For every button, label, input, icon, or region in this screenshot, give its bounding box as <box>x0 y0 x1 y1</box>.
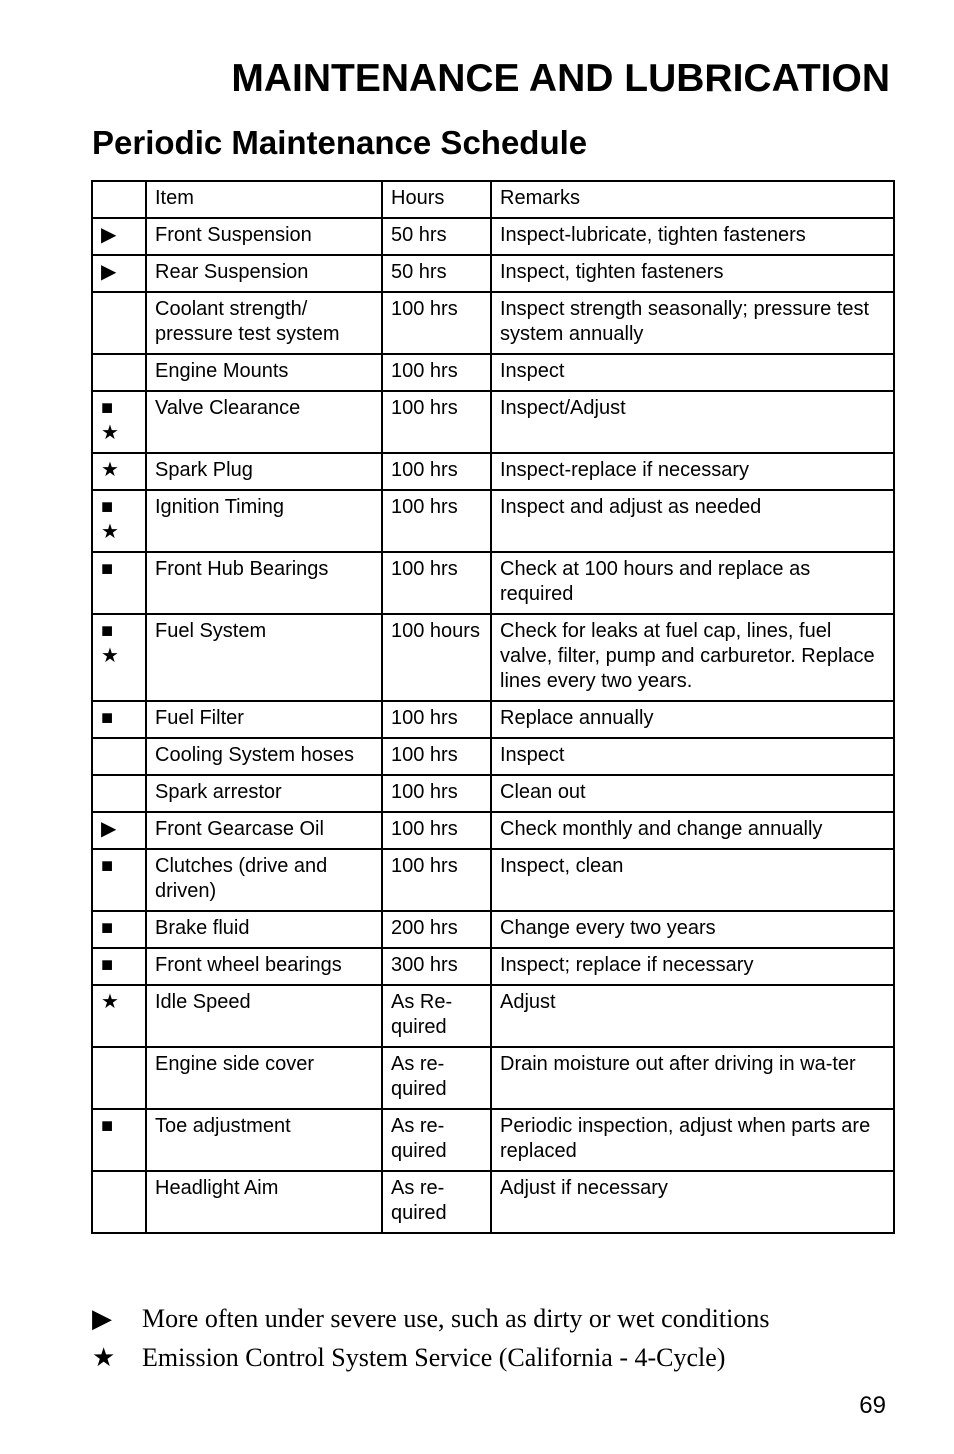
row-item: Toe adjustment <box>146 1109 382 1171</box>
row-item: Spark Plug <box>146 453 382 490</box>
row-symbols <box>92 552 146 614</box>
row-symbols <box>92 775 146 812</box>
square-icon: ■ <box>101 1115 114 1137</box>
row-hours: 100 hrs <box>382 453 491 490</box>
header-hours: Hours <box>382 181 491 218</box>
square-icon: ■ <box>101 917 114 939</box>
row-hours: 50 hrs <box>382 218 491 255</box>
header-item: Item <box>146 181 382 218</box>
row-remarks: Inspect <box>491 738 894 775</box>
table-row <box>92 614 894 701</box>
legend-severe-use <box>92 1303 769 1335</box>
row-item: Headlight Aim <box>146 1171 382 1233</box>
row-hours: 200 hrs <box>382 911 491 948</box>
square-icon: ■ <box>101 855 114 877</box>
row-hours: 100 hrs <box>382 490 491 552</box>
star-icon: ★ <box>101 645 119 667</box>
row-remarks: Check monthly and change annually <box>491 812 894 849</box>
row-symbols <box>92 948 146 985</box>
arrow-icon: ▶ <box>101 818 117 840</box>
table-row <box>92 911 894 948</box>
row-remarks: Inspect/Adjust <box>491 391 894 453</box>
table-header-row <box>92 181 894 218</box>
table-row <box>92 738 894 775</box>
row-remarks: Inspect <box>491 354 894 391</box>
legend-emission <box>92 1342 725 1374</box>
row-remarks: Replace annually <box>491 701 894 738</box>
row-symbols <box>92 1109 146 1171</box>
row-item: Front Suspension <box>146 218 382 255</box>
row-symbols <box>92 614 146 701</box>
row-hours: 50 hrs <box>382 255 491 292</box>
table-row <box>92 701 894 738</box>
row-remarks: Inspect; replace if necessary <box>491 948 894 985</box>
row-symbols <box>92 738 146 775</box>
row-symbols <box>92 218 146 255</box>
star-icon: ★ <box>101 459 119 481</box>
table-row <box>92 849 894 911</box>
page-number: 69 <box>859 1392 886 1419</box>
row-item: Fuel Filter <box>146 701 382 738</box>
row-item: Clutches (drive and driven) <box>146 849 382 911</box>
table-row <box>92 812 894 849</box>
table-row <box>92 775 894 812</box>
row-symbols <box>92 255 146 292</box>
row-remarks: Inspect-replace if necessary <box>491 453 894 490</box>
row-item: Brake fluid <box>146 911 382 948</box>
square-icon: ■ <box>101 620 114 642</box>
square-icon: ■ <box>101 558 114 580</box>
row-remarks: Clean out <box>491 775 894 812</box>
row-symbols <box>92 1171 146 1233</box>
square-icon: ■ <box>101 954 114 976</box>
table-row <box>92 453 894 490</box>
row-symbols <box>92 354 146 391</box>
table-row <box>92 985 894 1047</box>
star-icon: ★ <box>92 1343 116 1372</box>
table-row <box>92 1047 894 1109</box>
arrow-icon: ▶ <box>101 224 117 246</box>
row-hours: As re-quired <box>382 1047 491 1109</box>
row-item: Cooling System hoses <box>146 738 382 775</box>
row-hours: As re-quired <box>382 1109 491 1171</box>
row-item: Engine side cover <box>146 1047 382 1109</box>
row-item: Idle Speed <box>146 985 382 1047</box>
row-remarks: Inspect-lubricate, tighten fasteners <box>491 218 894 255</box>
legend-text: More often under severe use, such as dirty or wet conditions <box>142 1304 770 1333</box>
table-row <box>92 255 894 292</box>
row-hours: 100 hrs <box>382 391 491 453</box>
row-item: Front Gearcase Oil <box>146 812 382 849</box>
table-row <box>92 948 894 985</box>
row-hours: 100 hrs <box>382 552 491 614</box>
row-hours: As re-quired <box>382 1171 491 1233</box>
row-item: Coolant strength/ pressure test system <box>146 292 382 354</box>
table-row <box>92 490 894 552</box>
row-hours: 100 hrs <box>382 292 491 354</box>
row-hours: 100 hrs <box>382 738 491 775</box>
row-item: Valve Clearance <box>146 391 382 453</box>
row-hours: 100 hrs <box>382 812 491 849</box>
square-icon: ■ <box>101 707 114 729</box>
page-title: MAINTENANCE AND LUBRICATION <box>231 57 890 100</box>
header-symbol <box>92 181 146 218</box>
row-remarks: Check at 100 hours and replace as required <box>491 552 894 614</box>
table-row <box>92 1171 894 1233</box>
row-remarks: Inspect, clean <box>491 849 894 911</box>
row-hours: 100 hrs <box>382 354 491 391</box>
row-remarks: Inspect and adjust as needed <box>491 490 894 552</box>
row-item: Engine Mounts <box>146 354 382 391</box>
row-item: Fuel System <box>146 614 382 701</box>
row-symbols <box>92 911 146 948</box>
row-symbols <box>92 391 146 453</box>
row-symbols <box>92 292 146 354</box>
row-item: Ignition Timing <box>146 490 382 552</box>
row-item: Spark arrestor <box>146 775 382 812</box>
table-row <box>92 552 894 614</box>
table-row <box>92 292 894 354</box>
row-symbols <box>92 453 146 490</box>
row-remarks: Adjust if necessary <box>491 1171 894 1233</box>
row-symbols <box>92 701 146 738</box>
row-hours: As Re-quired <box>382 985 491 1047</box>
row-symbols <box>92 1047 146 1109</box>
row-remarks: Drain moisture out after driving in wa-ter <box>491 1047 894 1109</box>
row-symbols <box>92 849 146 911</box>
star-icon: ★ <box>101 521 119 543</box>
row-remarks: Inspect, tighten fasteners <box>491 255 894 292</box>
section-title: Periodic Maintenance Schedule <box>92 124 588 161</box>
row-remarks: Inspect strength seasonally; pressure test system annually <box>491 292 894 354</box>
row-remarks: Adjust <box>491 985 894 1047</box>
row-hours: 100 hrs <box>382 849 491 911</box>
arrow-icon: ▶ <box>101 261 117 283</box>
table-row <box>92 391 894 453</box>
table-row <box>92 218 894 255</box>
row-remarks: Change every two years <box>491 911 894 948</box>
star-icon: ★ <box>101 991 119 1013</box>
row-hours: 100 hours <box>382 614 491 701</box>
row-hours: 100 hrs <box>382 775 491 812</box>
row-item: Front Hub Bearings <box>146 552 382 614</box>
arrow-icon: ▶ <box>92 1304 112 1333</box>
square-icon: ■ <box>101 496 114 518</box>
row-symbols <box>92 812 146 849</box>
row-hours: 100 hrs <box>382 701 491 738</box>
square-icon: ■ <box>101 397 114 419</box>
header-remarks: Remarks <box>491 181 894 218</box>
row-item: Rear Suspension <box>146 255 382 292</box>
row-item: Front wheel bearings <box>146 948 382 985</box>
maintenance-schedule-table <box>91 180 895 1234</box>
table-body <box>92 218 894 1233</box>
legend-text: Emission Control System Service (California - 4-Cycle) <box>142 1343 726 1372</box>
star-icon: ★ <box>101 422 119 444</box>
row-symbols <box>92 985 146 1047</box>
row-remarks: Check for leaks at fuel cap, lines, fuel valve, filter, pump and carburetor. Replace lines every two years. <box>491 614 894 701</box>
row-remarks: Periodic inspection, adjust when parts are replaced <box>491 1109 894 1171</box>
row-hours: 300 hrs <box>382 948 491 985</box>
table-row <box>92 354 894 391</box>
row-symbols <box>92 490 146 552</box>
table-row <box>92 1109 894 1171</box>
